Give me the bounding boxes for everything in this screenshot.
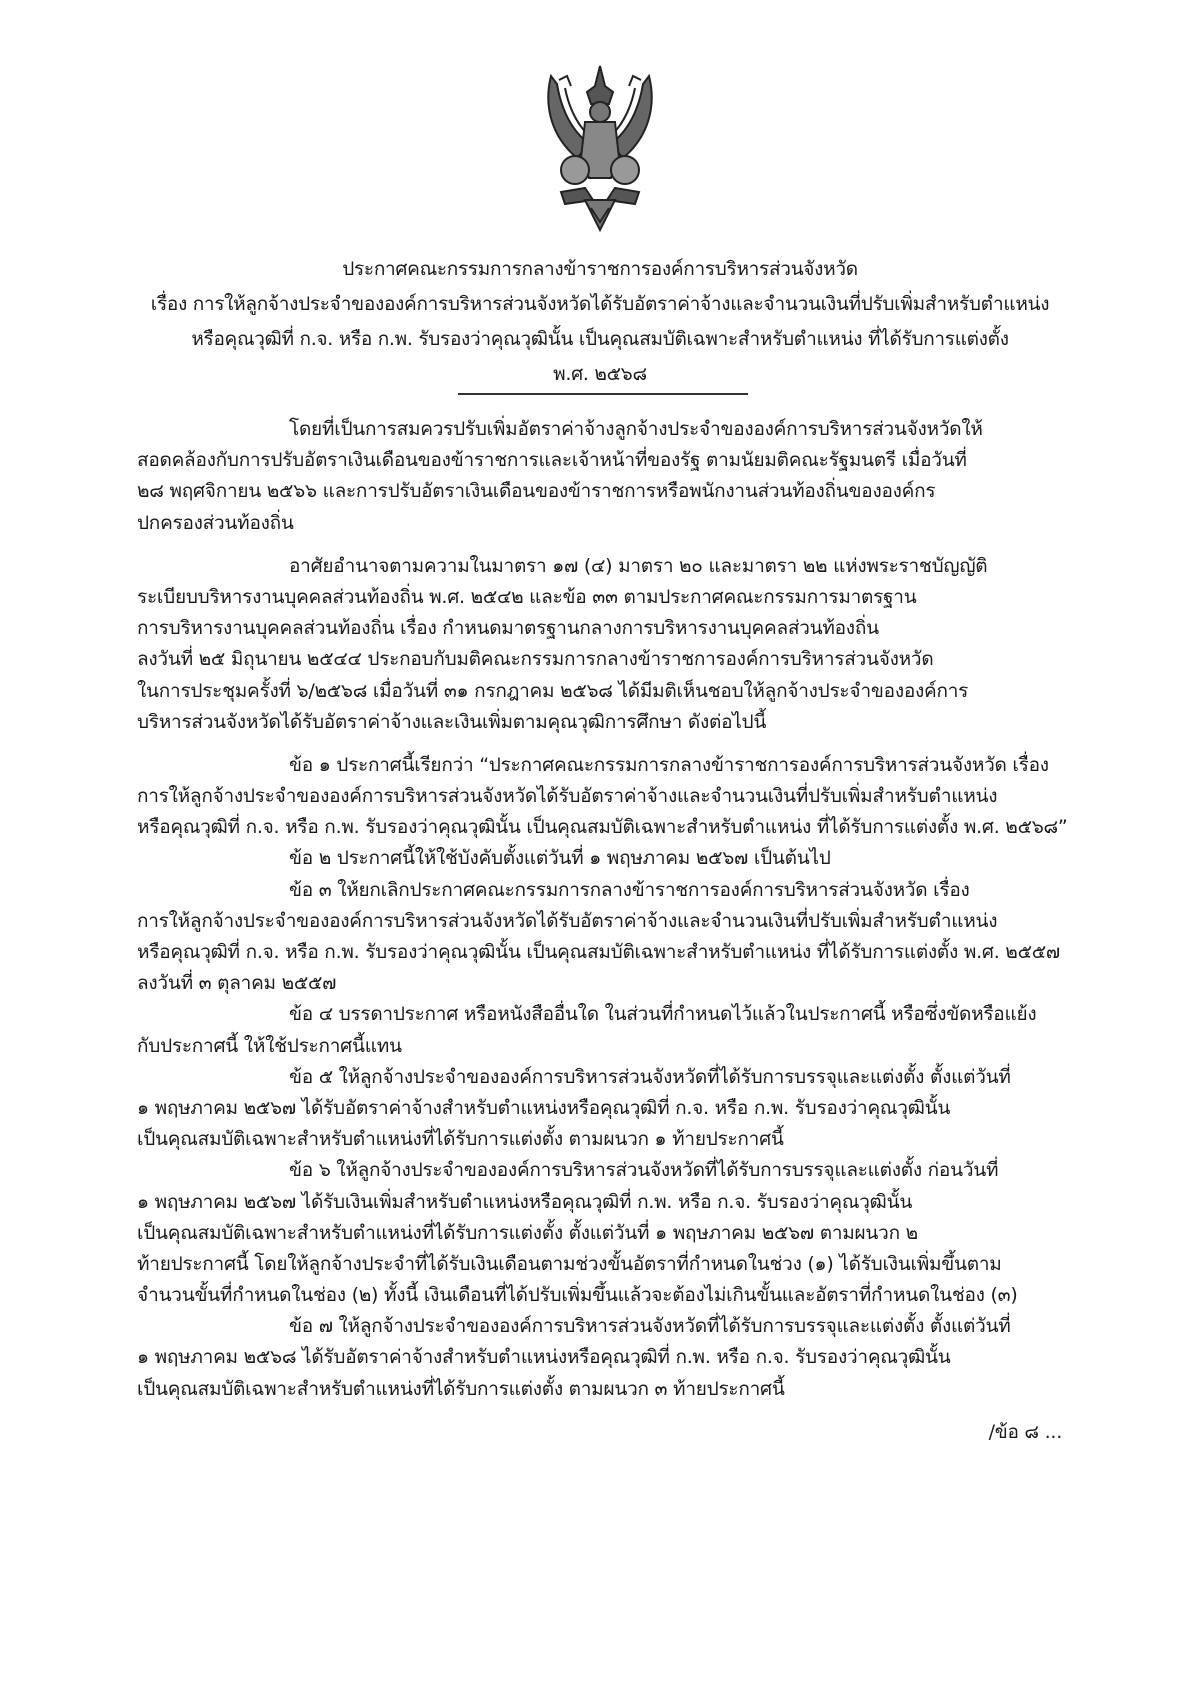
document-title [130,252,1070,392]
text-line: ท้ายประกาศนี้ โดยให้ลูกจ้างประจำที่ได้รับเงินเดือนตามช่วงขั้นอัตราที่กำหนดในช่วง (๑) ได้รับเงินเพิ่มขึ้นตาม [137,1252,1002,1275]
text-line: เป็นคุณสมบัติเฉพาะสำหรับตำแหน่งที่ได้รับการแต่งตั้ง ตามผนวก ๓ ท้ายประกาศนี้ [137,1377,785,1400]
text-line: ข้อ ๔ บรรดาประกาศ หรือหนังสืออื่นใด ในส่วนที่กำหนดไว้แล้วในประกาศนี้ หรือซึ่งขัดหรือแย้ง [289,1003,1037,1026]
text-line: ข้อ ๖ ให้ลูกจ้างประจำขององค์การบริหารส่วนจังหวัดที่ได้รับการบรรจุและแต่งตั้ง ก่อนวันที่ [289,1159,999,1182]
clause-2 [137,843,1082,874]
text-line: ในการประชุมครั้งที่ ๖/๒๕๖๘ เมื่อวันที่ ๓๑ กรกฎาคม ๒๕๖๘ ได้มีมติเห็นชอบให้ลูกจ้างประจำขององค์การ [137,679,969,702]
clause-7 [137,1311,1082,1405]
title-line-1: ประกาศคณะกรรมการกลางข้าราชการองค์การบริหารส่วนจังหวัด [342,258,858,280]
text-line: ๑ พฤษภาคม ๒๕๖๗ ได้รับอัตราค่าจ้างสำหรับตำแหน่งหรือคุณวุฒิที่ ก.จ. หรือ ก.พ. รับรองว่าคุณวุฒินั้น [137,1096,951,1119]
text-line: ข้อ ๒ ประกาศนี้ให้ใช้บังคับตั้งแต่วันที่ ๑ พฤษภาคม ๒๕๖๗ เป็นต้นไป [289,847,831,870]
text-line: ๑ พฤษภาคม ๒๕๖๘ ได้รับอัตราค่าจ้างสำหรับตำแหน่งหรือคุณวุฒิที่ ก.พ. หรือ ก.จ. รับรองว่าคุณวุฒินั้น [137,1346,951,1369]
title-line-3: หรือคุณวุฒิที่ ก.จ. หรือ ก.พ. รับรองว่าคุณวุฒินั้น เป็นคุณสมบัติเฉพาะสำหรับตำแหน่ง ที่ได้รับการแต่งตั้ง [191,328,1009,350]
text-line: ข้อ ๕ ให้ลูกจ้างประจำขององค์การบริหารส่วนจังหวัดที่ได้รับการบรรจุและแต่งตั้ง ตั้งแต่วันที่ [289,1065,1011,1088]
document-body [137,414,1082,1448]
title-divider [458,393,748,395]
text-line: บริหารส่วนจังหวัดได้รับอัตราค่าจ้างและเงินเพิ่มตามคุณวุฒิการศึกษา ดังต่อไปนี้ [137,710,767,733]
clause-5 [137,1062,1082,1156]
continuation-marker: /ข้อ ๘ ... [988,1420,1062,1443]
text-line: ลงวันที่ ๓ ตุลาคม ๒๕๕๗ [137,972,337,995]
paragraph-authority [137,551,1082,738]
text-line: โดยที่เป็นการสมควรปรับเพิ่มอัตราค่าจ้างลูกจ้างประจำขององค์การบริหารส่วนจังหวัดให้ [289,418,983,440]
text-line: ข้อ ๓ ให้ยกเลิกประกาศคณะกรรมการกลางข้าราชการองค์การบริหารส่วนจังหวัด เรื่อง [289,878,970,901]
text-line: ลงวันที่ ๒๕ มิถุนายน ๒๕๔๔ ประกอบกับมติคณะกรรมการกลางข้าราชการองค์การบริหารส่วนจังหวัด [137,648,934,671]
text-line: ปกครองส่วนท้องถิ่น [137,511,294,534]
text-line: ๒๘ พฤศจิกายน ๒๕๖๖ และการปรับอัตราเงินเดือนของข้าราชการหรือพนักงานส่วนท้องถิ่นขององค์กร [137,480,936,503]
garuda-emblem-icon [535,58,665,238]
paragraph-preamble [137,414,1082,539]
text-line: การให้ลูกจ้างประจำขององค์การบริหารส่วนจังหวัดได้รับอัตราค่าจ้างและจำนวนเงินที่ปรับเพิ่มสำหรับตำแหน่ง [137,909,998,932]
clause-1 [137,750,1082,844]
text-line: หรือคุณวุฒิที่ ก.จ. หรือ ก.พ. รับรองว่าคุณวุฒินั้น เป็นคุณสมบัติเฉพาะสำหรับตำแหน่ง ที่ได้รับการแต่งตั้ง พ.ศ. ๒๕๕๗ [137,941,1060,963]
text-line: ๑ พฤษภาคม ๒๕๖๗ ได้รับเงินเพิ่มสำหรับตำแหน่งหรือคุณวุฒิที่ ก.พ. หรือ ก.จ. รับรองว่าคุณวุฒินั้น [137,1190,913,1213]
clause-3 [137,875,1082,1000]
text-line: ระเบียบบริหารงานบุคคลส่วนท้องถิ่น พ.ศ. ๒๕๔๒ และข้อ ๓๓ ตามประกาศคณะกรรมการมาตรฐาน [137,585,917,608]
text-line: ข้อ ๑ ประกาศนี้เรียกว่า “ประกาศคณะกรรมการกลางข้าราชการองค์การบริหารส่วนจังหวัด เรื่อง [289,753,1049,776]
text-line: เป็นคุณสมบัติเฉพาะสำหรับตำแหน่งที่ได้รับการแต่งตั้ง ตามผนวก ๑ ท้ายประกาศนี้ [137,1128,784,1151]
text-line: การให้ลูกจ้างประจำขององค์การบริหารส่วนจังหวัดได้รับอัตราค่าจ้างและจำนวนเงินที่ปรับเพิ่มสำหรับตำแหน่ง [137,785,998,808]
text-line: จำนวนขั้นที่กำหนดในช่อง (๒) ทั้งนี้ เงินเดือนที่ได้ปรับเพิ่มขึ้นแล้วจะต้องไม่เกินขั้นและอัตราที่กำหนดในช่อง (๓) [137,1284,1018,1307]
text-line: การบริหารงานบุคคลส่วนท้องถิ่น เรื่อง กำหนดมาตรฐานกลางการบริหารงานบุคคลส่วนท้องถิ่น [137,617,879,640]
clause-6 [137,1155,1082,1311]
title-line-4-year: พ.ศ. ๒๕๖๘ [553,363,647,385]
text-line: อาศัยอำนาจตามความในมาตรา ๑๗ (๔) มาตรา ๒๐ และมาตรา ๒๒ แห่งพระราชบัญญัติ [289,554,988,577]
title-line-2: เรื่อง การให้ลูกจ้างประจำขององค์การบริหารส่วนจังหวัดได้รับอัตราค่าจ้างและจำนวนเงินที่ปรับเพิ่มสำหรับตำแหน่ง [150,293,1050,315]
text-line: เป็นคุณสมบัติเฉพาะสำหรับตำแหน่งที่ได้รับการแต่งตั้ง ตั้งแต่วันที่ ๑ พฤษภาคม ๒๕๖๗ ตามผนวก ๒ [137,1221,918,1244]
text-line: สอดคล้องกับการปรับอัตราเงินเดือนของข้าราชการและเจ้าหน้าที่ของรัฐ ตามนัยมติคณะรัฐมนตรี เมื่อวันที่ [137,449,967,472]
text-line: หรือคุณวุฒิที่ ก.จ. หรือ ก.พ. รับรองว่าคุณวุฒินั้น เป็นคุณสมบัติเฉพาะสำหรับตำแหน่ง ที่ได้รับการแต่งตั้ง พ.ศ. ๒๕๖๘” [137,816,1068,839]
clause-4 [137,999,1082,1061]
text-line: ข้อ ๗ ให้ลูกจ้างประจำขององค์การบริหารส่วนจังหวัดที่ได้รับการบรรจุและแต่งตั้ง ตั้งแต่วันที่ [289,1315,1011,1338]
text-line: กับประกาศนี้ ให้ใช้ประกาศนี้แทน [137,1034,402,1057]
